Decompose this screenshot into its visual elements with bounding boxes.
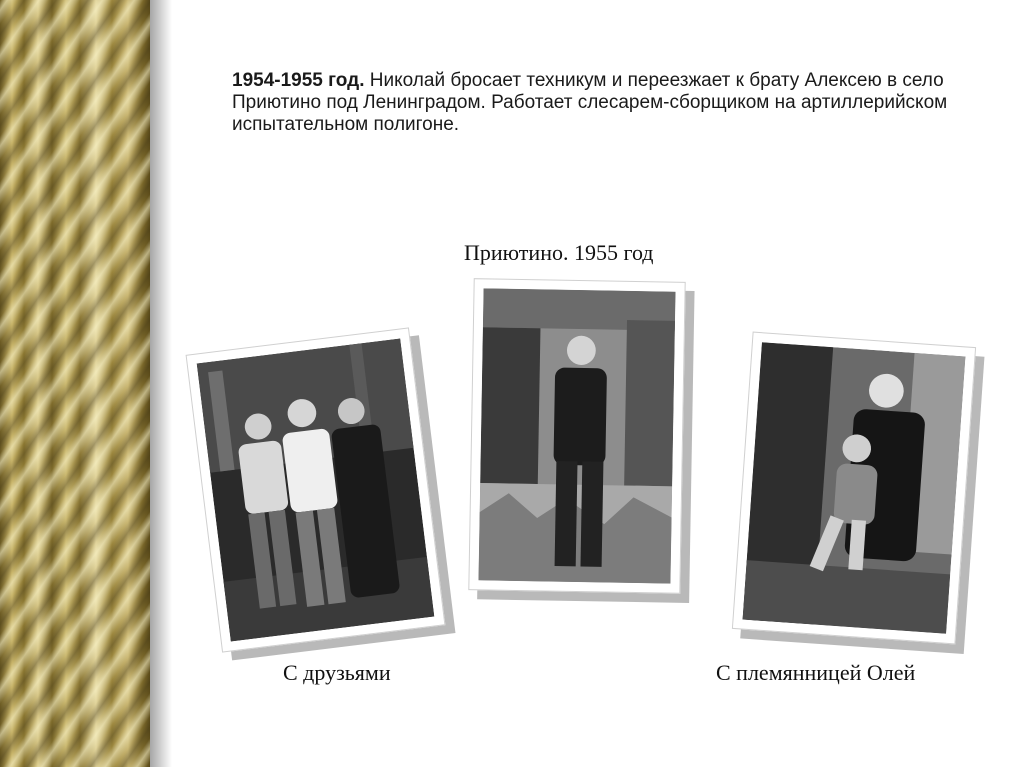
curtain-decoration: [0, 0, 150, 767]
caption-with-friends: С друзьями: [283, 660, 391, 685]
intro-text: Николай бросает техникум и переезжает к брату Алексею в село Приютино под Ленинградом. Работает слесарем-сборщиком на артиллерийском испытательном полигоне.: [232, 70, 948, 135]
photo-priyutino: [468, 278, 685, 594]
photo-with-niece-image: [743, 342, 966, 634]
photo-with-niece: [732, 332, 976, 645]
photo-priyutino-image: [478, 288, 675, 583]
intro-paragraph: [232, 70, 952, 136]
intro-year: 1954-1955 год.: [232, 70, 365, 91]
caption-with-niece: С племянницей Олей: [716, 660, 916, 685]
photo-with-friends: [186, 327, 446, 652]
curtain-shadow: [150, 0, 172, 767]
caption-priyutino: Приютино. 1955 год: [464, 240, 654, 265]
photo-with-friends-image: [197, 339, 435, 642]
